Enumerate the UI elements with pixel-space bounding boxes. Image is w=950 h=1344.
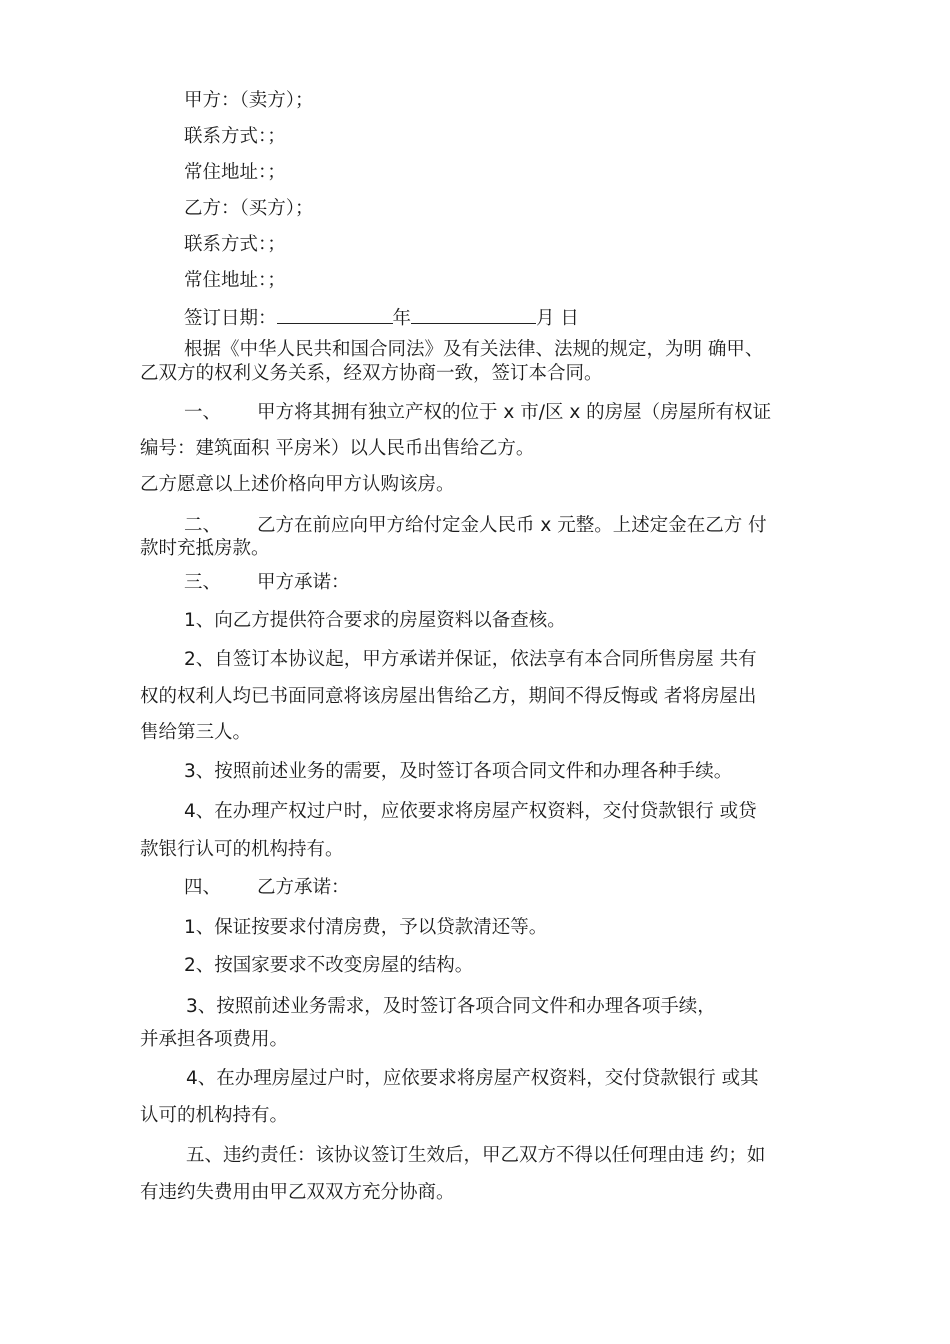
clause1-line-2: 编号：建筑面积 平房米）以人民币出售给乙方。: [140, 438, 535, 459]
clause3-item-4-line-2: 款银行认可的机构持有。: [140, 839, 344, 860]
clause3-heading: [184, 571, 350, 595]
clause4-item-3-line-2: 并承担各项费用。: [140, 1029, 289, 1050]
clause3-item-2-line-1: 2、自签订本协议起，甲方承诺并保证，依法享有本合同所售房屋 共有: [184, 649, 757, 670]
clause4-item-4-line-2: 认可的机构持有。: [140, 1105, 289, 1126]
clause1-number: 一、: [184, 402, 222, 423]
clause2-text: 乙方在前应向甲方给付定金人民币 x 元整。上述定金在乙方 付: [257, 515, 767, 536]
party-a-address: 常住地址：；: [184, 162, 286, 183]
party-b-line: 乙方：（买方）；: [184, 198, 314, 219]
clause1-line-3: 乙方愿意以上述价格向甲方认购该房。: [140, 474, 455, 495]
clause4-item-1: 1、保证按要求付清房费，予以贷款清还等。: [184, 917, 548, 938]
clause3-number: 三、: [184, 572, 222, 593]
party-a-contact: 联系方式：；: [184, 126, 286, 147]
clause4-number: 四、: [184, 877, 222, 898]
year-label: 年: [392, 308, 412, 329]
clause5-line-2: 有违约失费用由甲乙双双方充分协商。: [140, 1182, 455, 1203]
party-a-line: 甲方：（卖方）；: [184, 90, 314, 111]
party-b-contact: 联系方式：；: [184, 234, 286, 255]
clause4-item-4-line-1: 4、在办理房屋过户时，应依要求将房屋产权资料，交付贷款银行 或其: [186, 1068, 759, 1089]
preamble-line-2: 乙双方的权利义务关系，经双方协商一致，签订本合同。: [140, 363, 603, 384]
clause4-heading: [184, 876, 350, 900]
year-blank: [277, 305, 393, 324]
clause3-item-1: 1、向乙方提供符合要求的房屋资料以备查核。: [184, 610, 566, 631]
clause3-title: 甲方承诺：: [257, 572, 350, 593]
clause2-line-2: 款时充抵房款。: [140, 538, 270, 559]
sign-date-label: 签订日期：: [184, 308, 277, 329]
sign-date-line: [184, 305, 579, 331]
clause1-text: 甲方将其拥有独立产权的位于 x 市/区 x 的房屋（房屋所有权证: [257, 402, 772, 423]
clause4-item-2: 2、按国家要求不改变房屋的结构。: [184, 955, 474, 976]
month-day-label: 月 日: [536, 308, 579, 329]
clause2-number: 二、: [184, 515, 222, 536]
clause3-item-2-line-3: 售给第三人。: [140, 722, 252, 743]
party-b-address: 常住地址：；: [184, 270, 286, 291]
clause3-item-2-line-2: 权的权利人均已书面同意将该房屋出售给乙方，期间不得反悔或 者将房屋出: [140, 686, 757, 707]
clause3-item-3: 3、按照前述业务的需要，及时签订各项合同文件和办理各种手续。: [184, 761, 733, 782]
clause3-item-4-line-1: 4、在办理产权过户时，应依要求将房屋产权资料，交付贷款银行 或贷: [184, 801, 757, 822]
preamble-line-1: 根据《中华人民共和国合同法》及有关法律、法规的规定，为明 确甲、: [184, 339, 764, 360]
clause2-line-1: [184, 514, 767, 538]
clause4-item-3-line-1: 3、按照前述业务需求，及时签订各项合同文件和办理各项手续，: [186, 996, 716, 1017]
clause1-line-1: [184, 401, 771, 425]
clause4-title: 乙方承诺：: [257, 877, 350, 898]
clause5-line-1: 五、违约责任：该协议签订生效后，甲乙双方不得以任何理由违 约；如: [186, 1145, 766, 1166]
month-blank: [411, 305, 536, 324]
